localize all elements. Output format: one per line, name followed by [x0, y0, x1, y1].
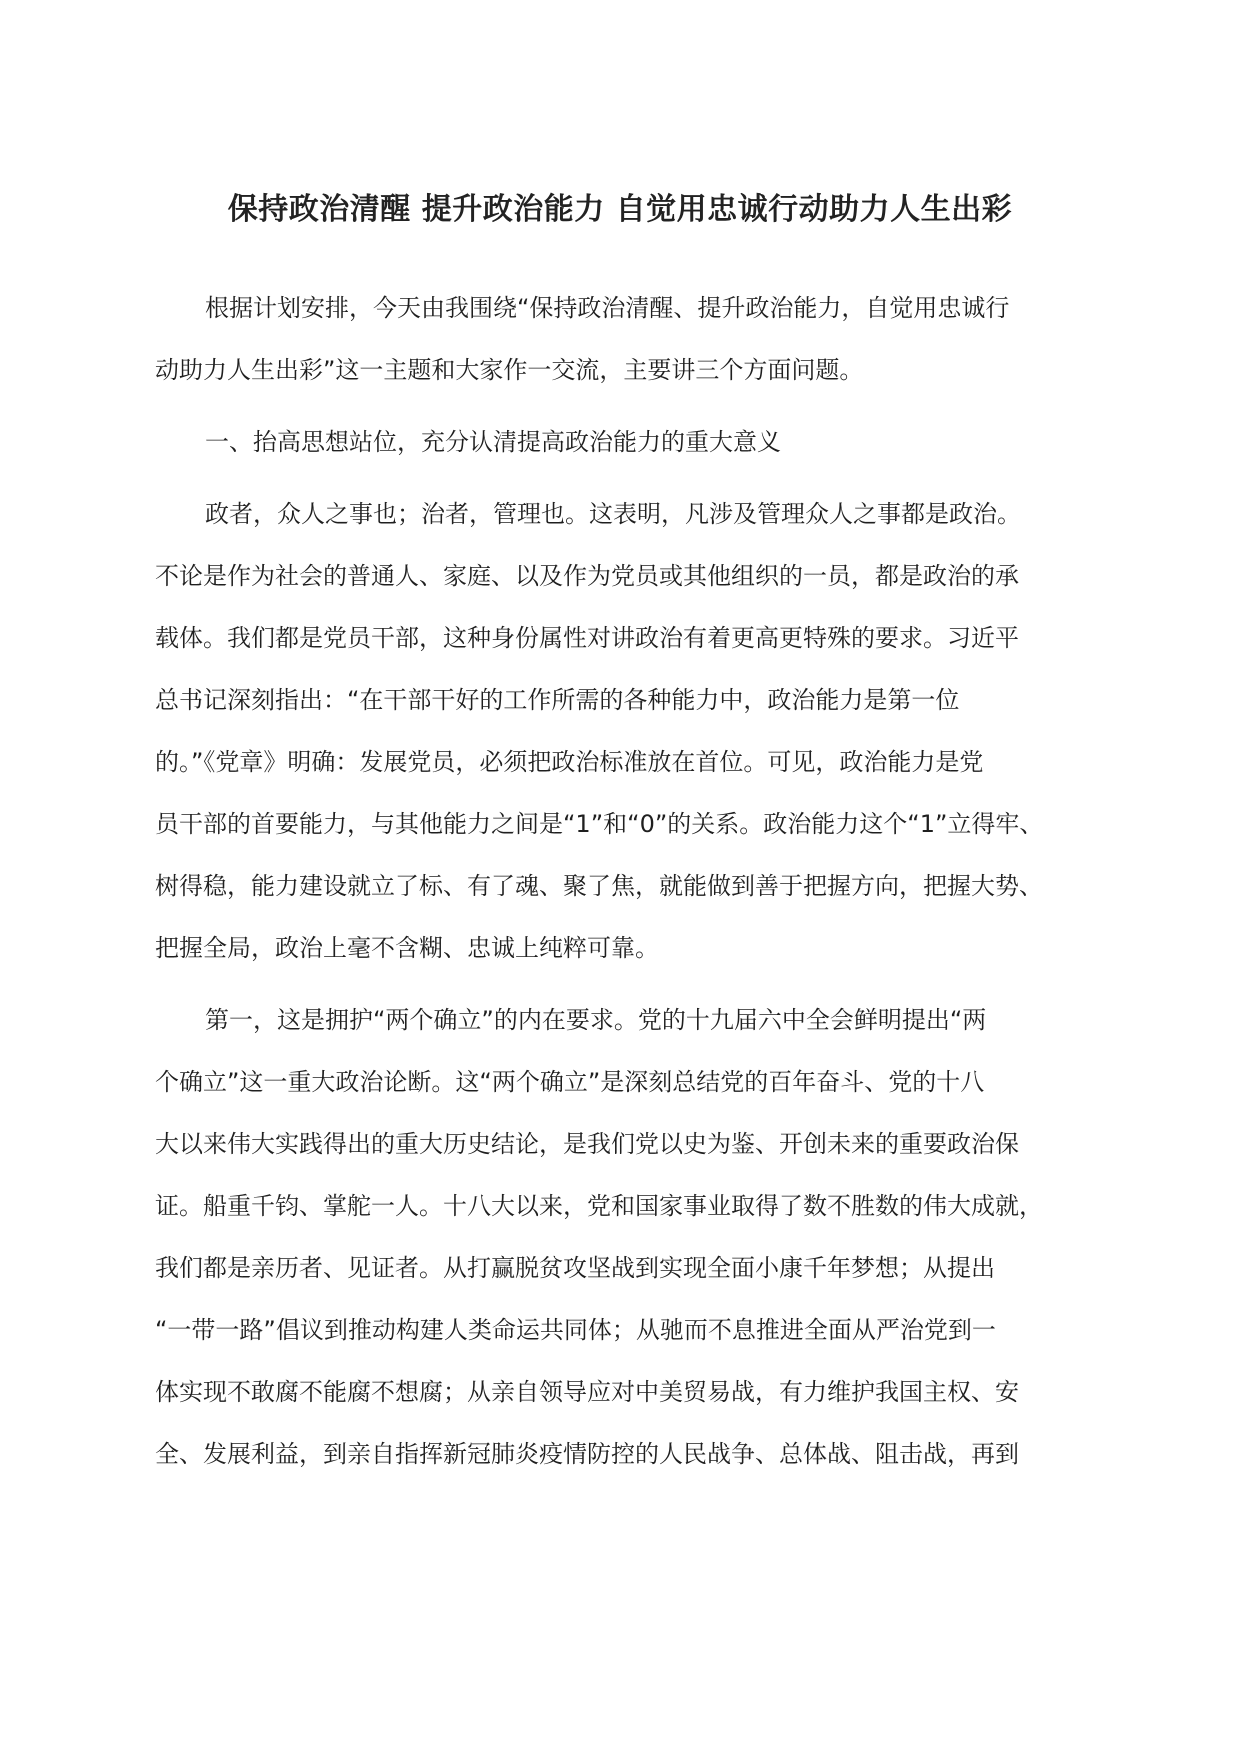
paragraph-line: 政者，众人之事也；治者，管理也。这表明，凡涉及管理众人之事都是政治。	[205, 500, 1021, 528]
paragraph-line: 大以来伟大实践得出的重大历史结论，是我们党以史为鉴、开创未来的重要政治保	[155, 1130, 1019, 1158]
paragraph-line: 员干部的首要能力，与其他能力之间是“1”和“0”的关系。政治能力这个“1”立得牢、	[155, 810, 1044, 838]
paragraph-line: 树得稳，能力建设就立了标、有了魂、聚了焦，就能做到善于把握方向，把握大势、	[155, 872, 1043, 900]
paragraph-line: 全、发展利益，到亲自指挥新冠肺炎疫情防控的人民战争、总体战、阻击战，再到	[155, 1440, 1019, 1468]
paragraph-line: 总书记深刻指出：“在干部干好的工作所需的各种能力中，政治能力是第一位	[155, 686, 960, 714]
paragraph-line: 动助力人生出彩”这一主题和大家作一交流，主要讲三个方面问题。	[155, 356, 864, 384]
document-title: 保持政治清醒 提升政治能力 自觉用忠诚行动助力人生出彩	[227, 192, 1013, 227]
paragraph-line: 个确立”这一重大政治论断。这“两个确立”是深刻总结党的百年奋斗、党的十八	[155, 1068, 985, 1096]
paragraph-line: 的。”《党章》明确：发展党员，必须把政治标准放在首位。可见，政治能力是党	[155, 748, 984, 776]
paragraph-line: 根据计划安排，今天由我围绕“保持政治清醒、提升政治能力，自觉用忠诚行	[205, 294, 1010, 322]
paragraph-line: 把握全局，政治上毫不含糊、忠诚上纯粹可靠。	[155, 934, 659, 962]
paragraph-line: 载体。我们都是党员干部，这种身份属性对讲政治有着更高更特殊的要求。习近平	[155, 624, 1019, 652]
paragraph-line: 体实现不敢腐不能腐不想腐；从亲自领导应对中美贸易战，有力维护我国主权、安	[155, 1378, 1019, 1406]
paragraph-line: 证。船重千钧、掌舵一人。十八大以来，党和国家事业取得了数不胜数的伟大成就，	[155, 1192, 1043, 1220]
paragraph-line: “一带一路”倡议到推动构建人类命运共同体；从驰而不息推进全面从严治党到一	[155, 1316, 996, 1344]
paragraph-line: 不论是作为社会的普通人、家庭、以及作为党员或其他组织的一员，都是政治的承	[155, 562, 1019, 590]
section-heading: 一、抬高思想站位，充分认清提高政治能力的重大意义	[205, 428, 781, 456]
paragraph-line: 我们都是亲历者、见证者。从打赢脱贫攻坚战到实现全面小康千年梦想；从提出	[155, 1254, 995, 1282]
paragraph-line: 第一，这是拥护“两个确立”的内在要求。党的十九届六中全会鲜明提出“两	[205, 1006, 987, 1034]
document-body	[155, 277, 1105, 1485]
